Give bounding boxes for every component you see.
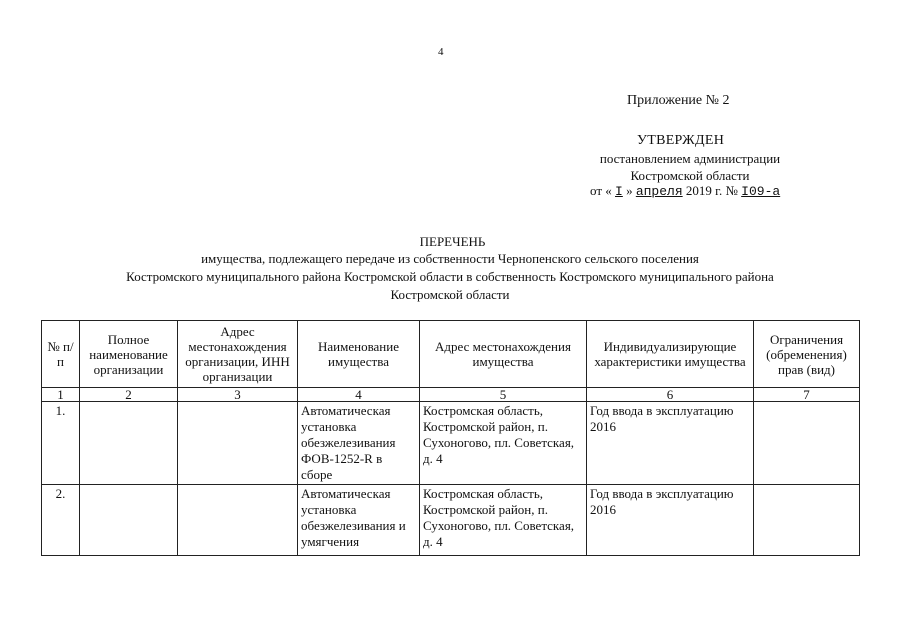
table-row [42, 402, 860, 485]
list-desc-line-1: имущества, подлежащего передаче из собственности Чернопенского сельского поселения [201, 251, 699, 266]
list-desc-line-2: Костромского муниципального района Костромской области в собственность Костромского муниципального района [126, 269, 774, 284]
header-cell: Наименование имущества [298, 321, 420, 388]
column-number: 4 [298, 388, 420, 402]
approval-heading: УТВЕРЖДЕН [637, 133, 725, 148]
table-row [42, 485, 860, 556]
header-cell: № п/п [42, 321, 80, 388]
list-title: ПЕРЕЧЕНЬ [419, 234, 486, 249]
row-property-address-text: Костромская область, Костромской район, п. Сухоногово, пл. Советская, д. 4 [423, 486, 575, 549]
column-number: 6 [587, 388, 754, 402]
row-restrictions [754, 485, 860, 556]
table-header-row [42, 321, 860, 388]
row-property-address [420, 485, 587, 556]
row-property-address: Костромская область, Костромской район, п. Сухоногово, пл. Советская, д. 4 [420, 402, 587, 485]
header-cell: Адрес местонахождения имущества [420, 321, 587, 388]
row-characteristics: Год ввода в эксплуатацию 2016 [587, 485, 754, 556]
approval-line-2: Костромской области [630, 168, 750, 183]
row-number: 2. [42, 485, 80, 556]
row-property-name-text: Автоматическая установка обезжелезивания и умягчения [301, 486, 406, 549]
appendix-label: Приложение № 2 [627, 93, 730, 108]
row-property-name: Автоматическая установка обезжелезивания ФОВ-1252-R в сборе [298, 402, 420, 485]
row-number: 1. [42, 402, 80, 485]
header-cell: Полное наименование организации [80, 321, 178, 388]
header-cell: Адрес местонахождения организации, ИНН организации [178, 321, 298, 388]
decree-number: I09-а [741, 184, 781, 199]
column-number: 3 [178, 388, 298, 402]
page-number: 4 [438, 46, 444, 58]
approval-date [590, 183, 780, 199]
column-number: 7 [754, 388, 860, 402]
row-org-address [178, 402, 298, 485]
header-cell: Индивидуализирующие характеристики имущества [587, 321, 754, 388]
list-description [40, 250, 860, 304]
property-table [41, 320, 860, 556]
date-day: I [615, 184, 623, 199]
date-year: 2019 г. № [685, 183, 738, 198]
column-number: 2 [80, 388, 178, 402]
column-number-row [42, 388, 860, 402]
approval-line-1: постановлением администрации [599, 151, 781, 166]
list-desc-line-3: Костромской области [390, 287, 510, 302]
row-org-address [178, 485, 298, 556]
row-org [80, 402, 178, 485]
column-number: 5 [420, 388, 587, 402]
row-restrictions [754, 402, 860, 485]
approval-block [540, 150, 840, 184]
row-property-name [298, 485, 420, 556]
date-mid: » [626, 183, 633, 198]
row-characteristics: Год ввода в эксплуатацию 2016 [587, 402, 754, 485]
header-cell: Ограничения (обременения) прав (вид) [754, 321, 860, 388]
date-month: апреля [635, 184, 683, 199]
column-number: 1 [42, 388, 80, 402]
row-org [80, 485, 178, 556]
date-prefix: от « [590, 183, 612, 198]
